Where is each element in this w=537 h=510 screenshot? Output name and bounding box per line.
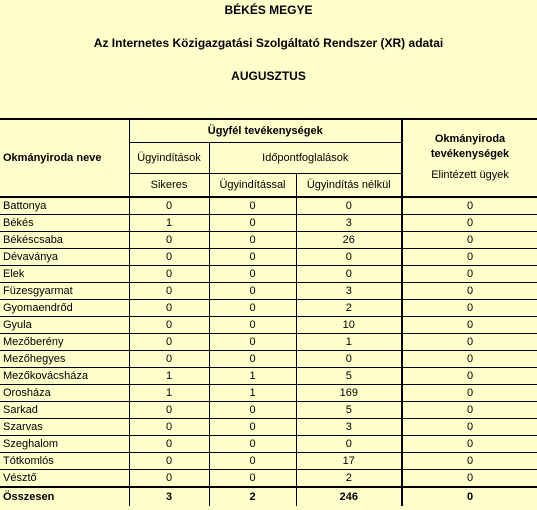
successful-cell: 0 [129, 249, 209, 266]
successful-cell: 0 [129, 453, 209, 470]
table-row [0, 419, 537, 436]
handled-cell: 0 [402, 300, 537, 317]
office-name-cell: Gyula [0, 317, 129, 334]
with-initiation-cell: 0 [209, 453, 296, 470]
successful-cell: 0 [129, 197, 209, 215]
successful-cell: 1 [129, 215, 209, 232]
table-row [0, 249, 537, 266]
without-initiation-cell: 0 [296, 266, 402, 283]
without-initiation-cell: 5 [296, 402, 402, 419]
handled-cell: 0 [402, 249, 537, 266]
handled-cell: 0 [402, 351, 537, 368]
without-initiation-cell: 17 [296, 453, 402, 470]
successful-cell: 0 [129, 283, 209, 300]
successful-cell: 1 [129, 385, 209, 402]
table-row [0, 317, 537, 334]
without-initiation-cell: 2 [296, 300, 402, 317]
with-initiation-cell: 0 [209, 215, 296, 232]
successful-cell: 0 [129, 402, 209, 419]
client-activities-header: Ügyfél tevékenységek [129, 119, 402, 143]
handled-cell: 0 [402, 436, 537, 453]
table-row [0, 197, 537, 215]
without-initiation-cell: 10 [296, 317, 402, 334]
office-name-cell: Füzesgyarmat [0, 283, 129, 300]
table-row [0, 470, 537, 488]
with-initiation-header: Ügyindítással [209, 174, 296, 198]
table-row [0, 351, 537, 368]
table-row [0, 453, 537, 470]
total-without-initiation: 246 [296, 487, 402, 506]
appointments-header: Időpontfoglalások [209, 143, 402, 174]
office-name-cell: Elek [0, 266, 129, 283]
office-name-cell: Gyomaendrőd [0, 300, 129, 317]
handled-cell: 0 [402, 232, 537, 249]
with-initiation-cell: 0 [209, 436, 296, 453]
table-row [0, 436, 537, 453]
with-initiation-cell: 0 [209, 402, 296, 419]
without-initiation-cell: 2 [296, 470, 402, 488]
table-row [0, 402, 537, 419]
without-initiation-cell: 3 [296, 419, 402, 436]
handled-cell: 0 [402, 385, 537, 402]
statistics-table [0, 118, 537, 506]
without-initiation-header: Ügyindítás nélkül [296, 174, 402, 198]
with-initiation-cell: 0 [209, 419, 296, 436]
table-row [0, 266, 537, 283]
successful-cell: 0 [129, 334, 209, 351]
without-initiation-cell: 0 [296, 436, 402, 453]
office-name-cell: Vésztő [0, 470, 129, 488]
without-initiation-cell: 5 [296, 368, 402, 385]
with-initiation-cell: 0 [209, 317, 296, 334]
table-row [0, 283, 537, 300]
with-initiation-cell: 0 [209, 266, 296, 283]
office-name-cell: Battonya [0, 197, 129, 215]
with-initiation-cell: 0 [209, 283, 296, 300]
table-row [0, 368, 537, 385]
office-name-cell: Mezőberény [0, 334, 129, 351]
handled-cell: 0 [402, 283, 537, 300]
office-name-cell: Orosháza [0, 385, 129, 402]
successful-cell: 0 [129, 317, 209, 334]
successful-cell: 0 [129, 232, 209, 249]
with-initiation-cell: 0 [209, 470, 296, 488]
handled-cell: 0 [402, 334, 537, 351]
office-name-cell: Szarvas [0, 419, 129, 436]
initiations-header: Ügyindítások [129, 143, 209, 174]
table-row [0, 215, 537, 232]
office-name-cell: Mezőkovácsháza [0, 368, 129, 385]
table-row [0, 300, 537, 317]
office-name-cell: Tótkomlós [0, 453, 129, 470]
without-initiation-cell: 1 [296, 334, 402, 351]
without-initiation-cell: 0 [296, 197, 402, 215]
without-initiation-cell: 169 [296, 385, 402, 402]
successful-cell: 1 [129, 368, 209, 385]
report-subtitle: Az Internetes Közigazgatási Szolgáltató Rendszer (XR) adatai [93, 36, 444, 50]
successful-cell: 0 [129, 300, 209, 317]
handled-cell: 0 [402, 470, 537, 488]
handled-cell: 0 [402, 453, 537, 470]
successful-header: Sikeres [129, 174, 209, 198]
with-initiation-cell: 1 [209, 368, 296, 385]
office-name-cell: Szeghalom [0, 436, 129, 453]
table-row [0, 334, 537, 351]
total-with-initiation: 2 [209, 487, 296, 506]
county-title: BÉKÉS MEGYE [224, 3, 313, 17]
with-initiation-cell: 0 [209, 334, 296, 351]
without-initiation-cell: 3 [296, 283, 402, 300]
office-name-cell: Dévaványa [0, 249, 129, 266]
successful-cell: 0 [129, 351, 209, 368]
office-name-cell: Békés [0, 215, 129, 232]
office-activities-header: Okmányiroda tevékenységek [402, 119, 537, 174]
with-initiation-cell: 1 [209, 385, 296, 402]
office-name-cell: Békéscsaba [0, 232, 129, 249]
with-initiation-cell: 0 [209, 351, 296, 368]
total-successful: 3 [129, 487, 209, 506]
with-initiation-cell: 0 [209, 197, 296, 215]
without-initiation-cell: 3 [296, 215, 402, 232]
handled-header: Elintézett ügyek [402, 164, 537, 188]
office-name-cell: Mezőhegyes [0, 351, 129, 368]
handled-cell: 0 [402, 368, 537, 385]
with-initiation-cell: 0 [209, 232, 296, 249]
handled-cell: 0 [402, 419, 537, 436]
successful-cell: 0 [129, 470, 209, 488]
without-initiation-cell: 26 [296, 232, 402, 249]
handled-cell: 0 [402, 197, 537, 215]
without-initiation-cell: 0 [296, 351, 402, 368]
successful-cell: 0 [129, 266, 209, 283]
with-initiation-cell: 0 [209, 249, 296, 266]
handled-cell: 0 [402, 215, 537, 232]
handled-cell: 0 [402, 402, 537, 419]
total-label: Összesen [0, 487, 129, 506]
office-name-cell: Sarkad [0, 402, 129, 419]
table-row [0, 385, 537, 402]
total-row [0, 487, 537, 506]
handled-cell: 0 [402, 266, 537, 283]
with-initiation-cell: 0 [209, 300, 296, 317]
successful-cell: 0 [129, 419, 209, 436]
table-row [0, 232, 537, 249]
without-initiation-cell: 0 [296, 249, 402, 266]
month-title: AUGUSZTUS [231, 69, 306, 83]
handled-cell: 0 [402, 317, 537, 334]
successful-cell: 0 [129, 436, 209, 453]
total-handled: 0 [402, 487, 537, 506]
office-name-header: Okmányiroda neve [0, 119, 129, 197]
